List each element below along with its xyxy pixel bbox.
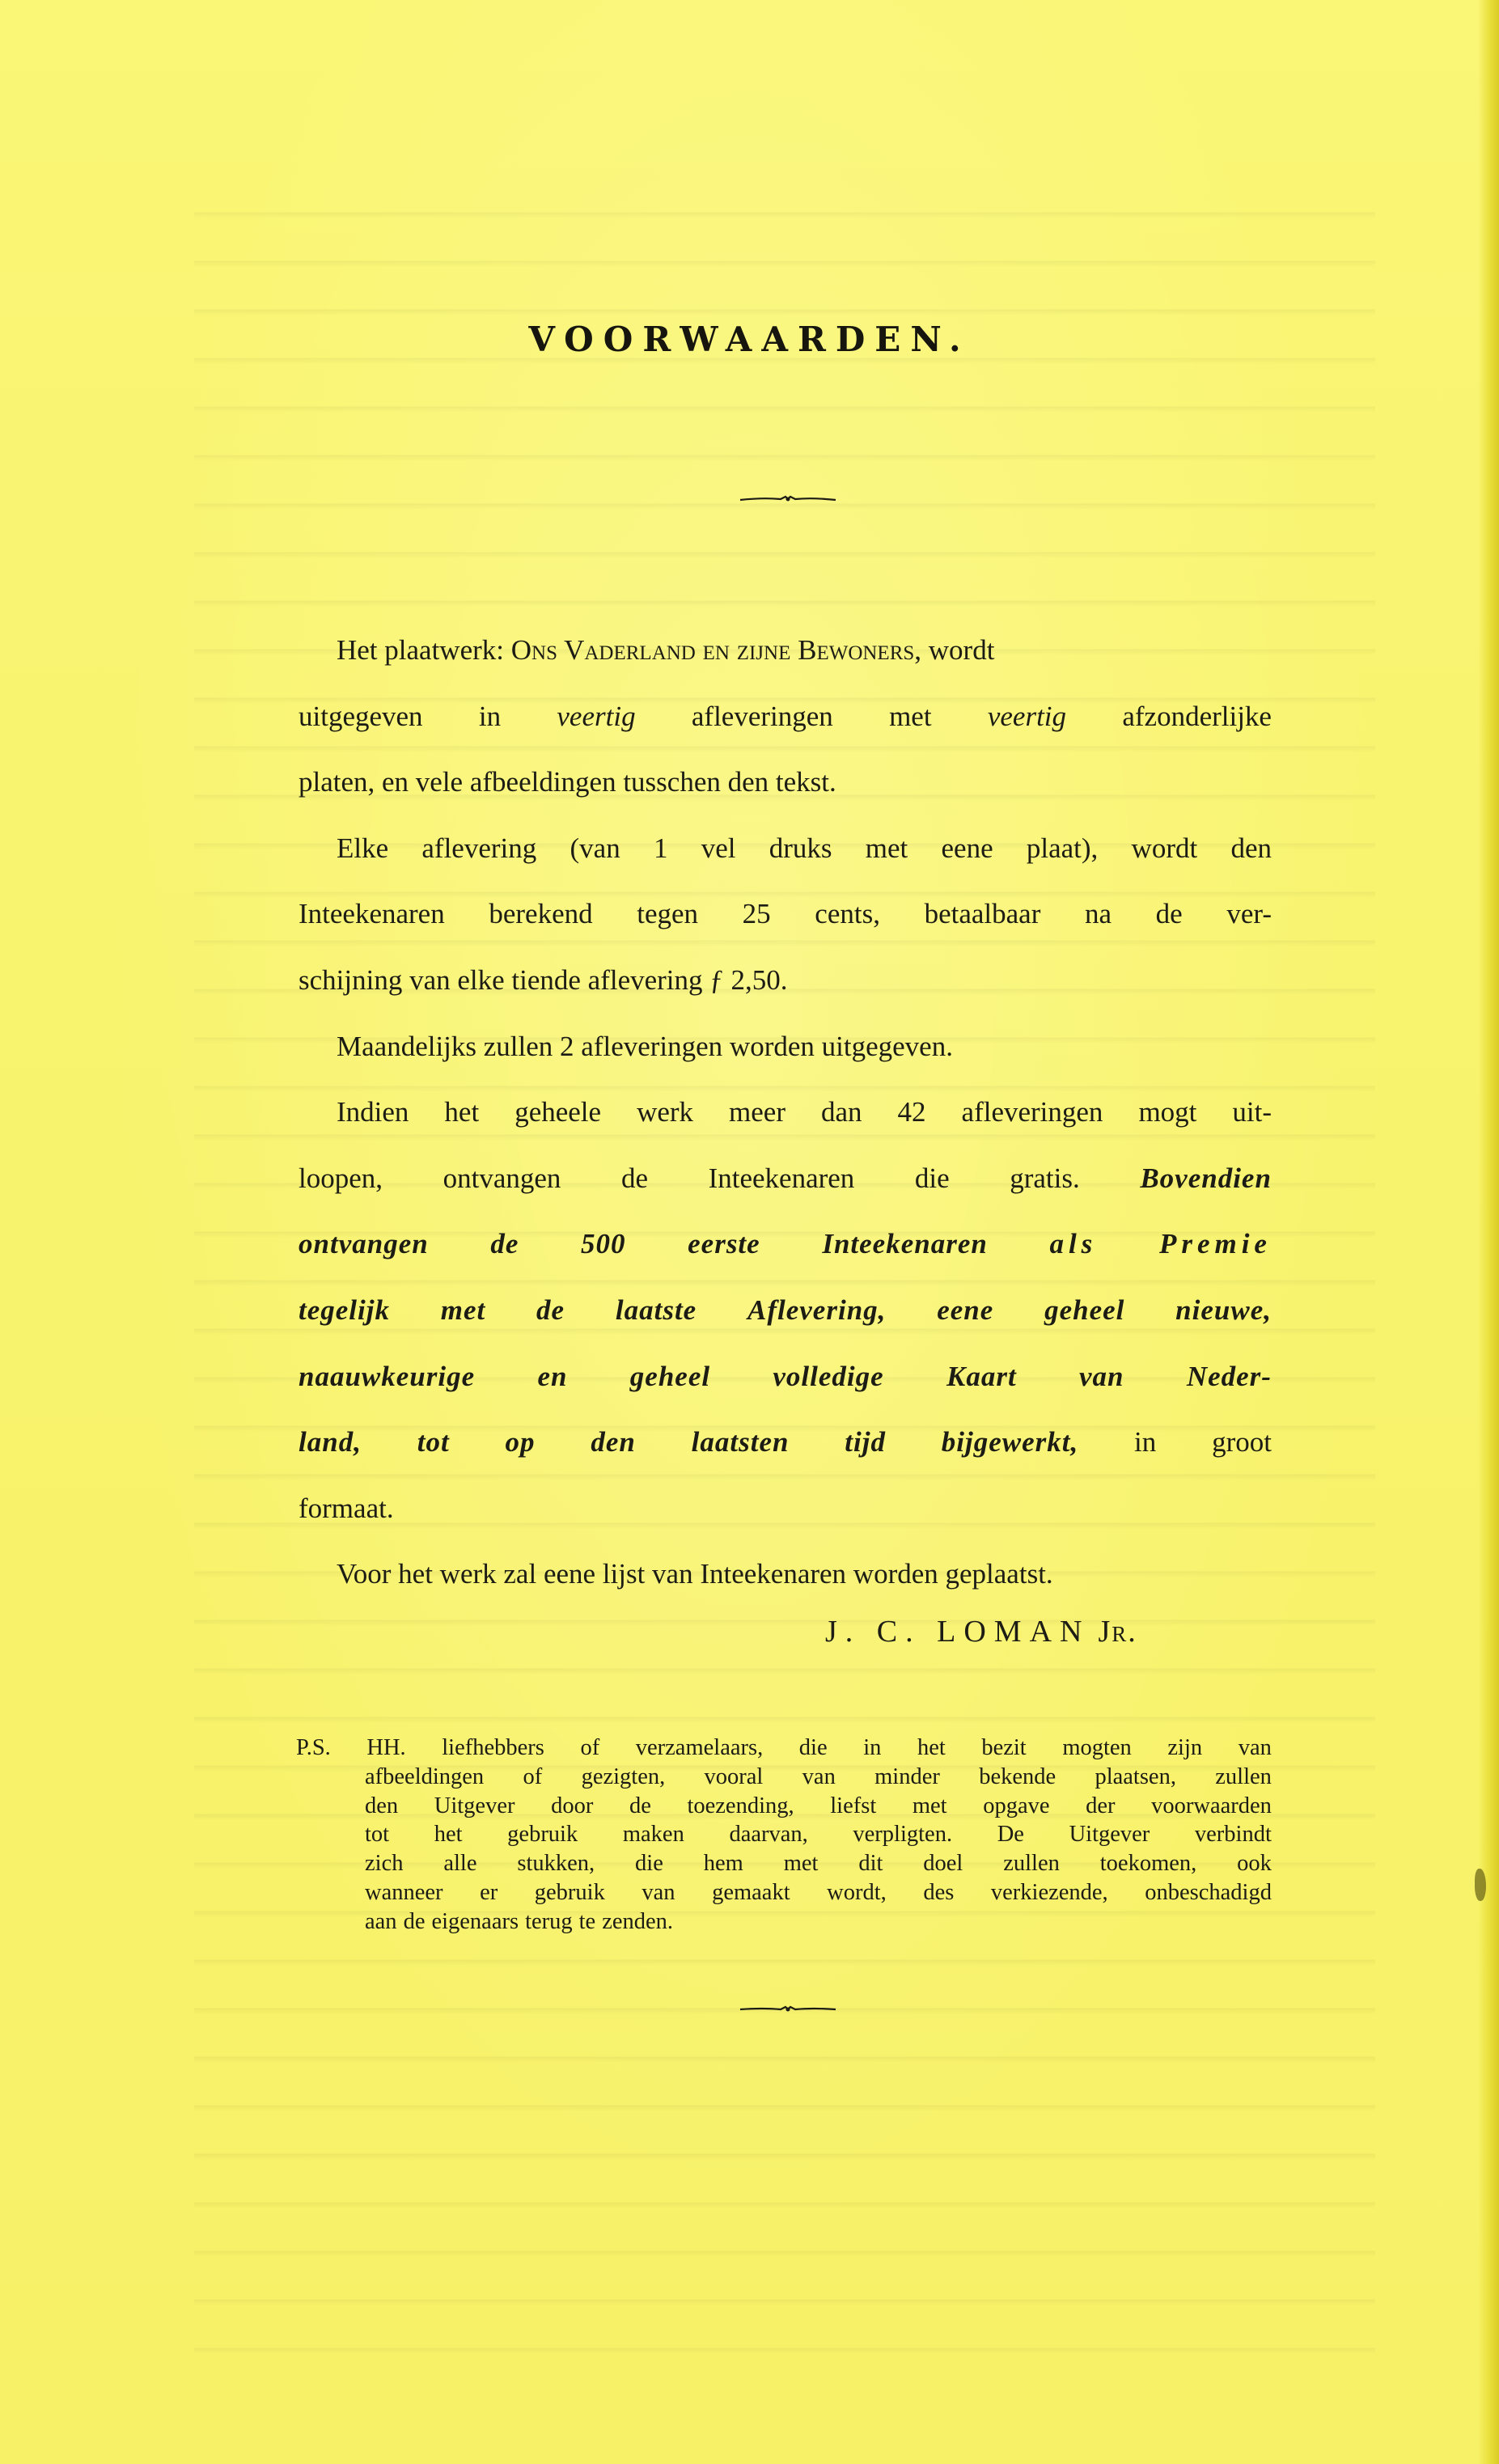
paragraph-4-line-3: ontvangen de 500 eerste Inteekenaren als Premie <box>299 1228 1272 1260</box>
paragraph-4-line-4: tegelijk met de laatste Aflevering, eene geheel nieuwe, <box>299 1293 1272 1326</box>
paragraph-1-line-2: uitgegeven in veertig afleveringen met veertig afzonderlijke <box>299 700 1272 732</box>
paragraph-4-line-1: Indien het geheele werk meer dan 42 afleveringen mogt uit- <box>337 1096 1272 1128</box>
paragraph-2-line-2: Inteekenaren berekend tegen 25 cents, betaalbaar na de ver- <box>299 898 1272 930</box>
paragraph-2-line-1: Elke aflevering (van 1 vel druks met eene plaat), wordt den <box>337 832 1272 864</box>
postscript-line-6: wanneer er gebruik van gemaakt wordt, des verkiezende, onbeschadigd <box>365 1879 1272 1905</box>
paragraph-4-line-2: loopen, ontvangen de Inteekenaren die gratis. Bovendien <box>299 1162 1272 1194</box>
signature-name: J. C. LOMAN <box>825 1615 1090 1649</box>
postscript-line-7: aan de eigenaars terug te zenden. <box>365 1908 674 1934</box>
postscript-line-5: zich alle stukken, die hem met dit doel zullen toekomen, ook <box>365 1851 1272 1877</box>
paragraph-3: Maandelijks zullen 2 afleveringen worden uitgegeven. <box>337 1030 953 1062</box>
paragraph-1-line-1: Het plaatwerk: Ons Vaderland en zijne Bewoners, wordt <box>337 634 995 666</box>
paragraph-5: Voor het werk zal eene lijst van Inteekenaren worden geplaatst. <box>337 1558 1053 1590</box>
page-edge <box>1478 0 1499 2464</box>
postscript-line-1: P.S. HH. liefhebbers of verzamelaars, die in het bezit mogten zijn van <box>296 1735 1272 1760</box>
paragraph-2-line-3: schijning van elke tiende aflevering ƒ 2,50. <box>299 963 788 996</box>
ornament-rule-bottom <box>739 2001 837 2017</box>
publisher-signature <box>825 1611 1137 1652</box>
document-title: VOORWAARDEN. <box>528 320 971 359</box>
paragraph-4-line-7: formaat. <box>299 1492 394 1524</box>
postscript-line-2: afbeeldingen of gezigten, vooral van minder bekende plaatsen, zullen <box>365 1763 1272 1789</box>
postscript-line-3: den Uitgever door de toezending, liefst met opgave der voorwaarden <box>365 1793 1272 1818</box>
paragraph-1-line-3: platen, en vele afbeeldingen tusschen den tekst. <box>299 766 836 798</box>
signature-suffix: Jr. <box>1098 1615 1137 1649</box>
ink-blot <box>1475 1869 1486 1901</box>
conditions-text <box>299 617 1272 1607</box>
postscript <box>296 1734 1272 1937</box>
ornament-rule-top <box>739 490 837 506</box>
paragraph-4-line-6: land, tot op den laatsten tijd bijgewerkt, in groot <box>299 1426 1272 1459</box>
postscript-line-4: tot het gebruik maken daarvan, verpligten. De Uitgever verbindt <box>365 1822 1272 1848</box>
paragraph-4-line-5: naauwkeurige en geheel volledige Kaart van Neder- <box>299 1360 1272 1392</box>
